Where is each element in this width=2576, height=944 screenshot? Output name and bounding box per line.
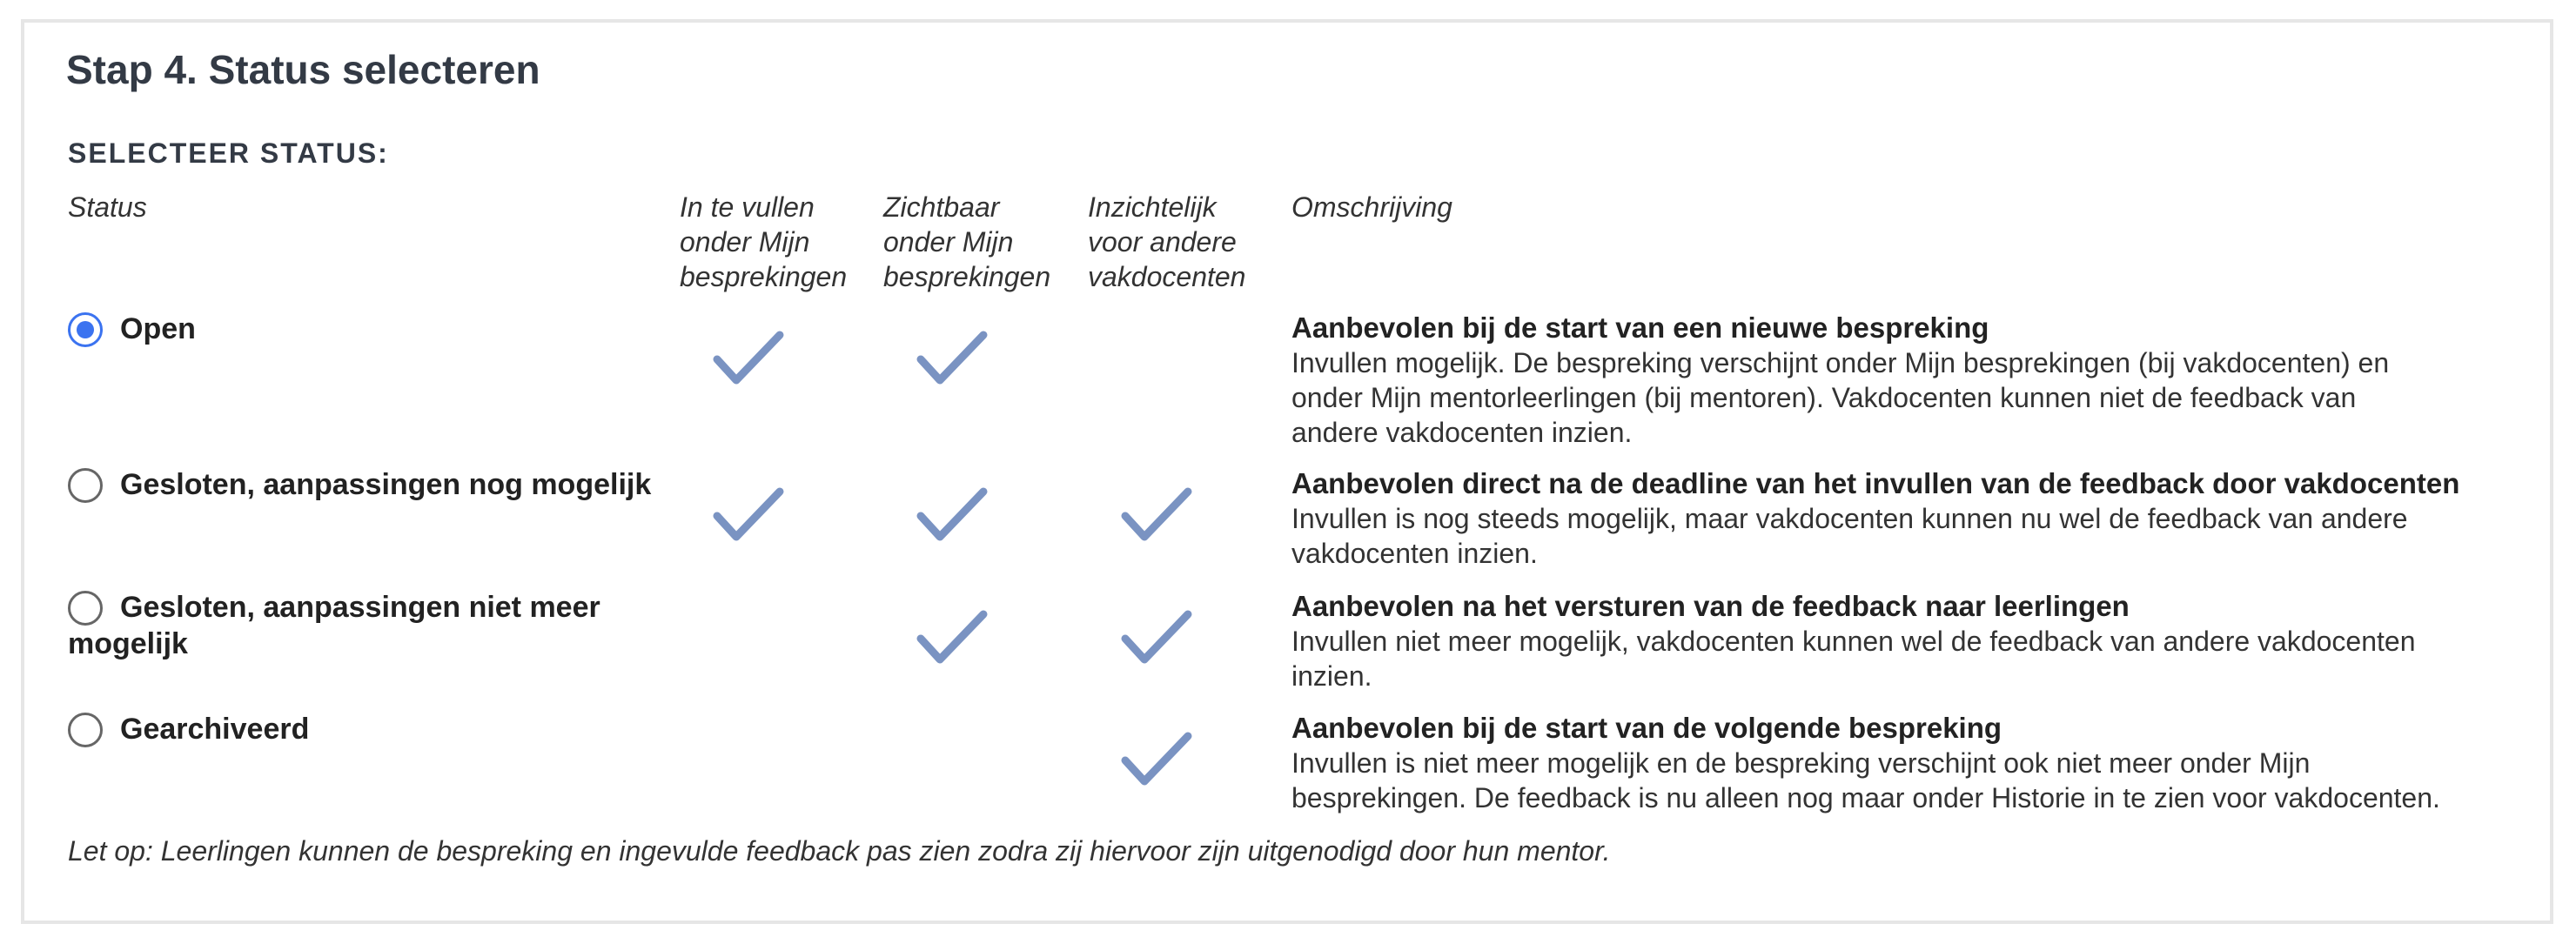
column-header-omschrijving: Omschrijving [1291, 191, 1452, 223]
column-header-in-te-vullen: In te vullen onder Mijn besprekingen [680, 191, 848, 292]
status-label-open[interactable]: Open [120, 312, 196, 345]
status-description-open [1291, 311, 2527, 450]
description-line: Invullen mogelijk. De bespreking verschijnt onder Mijn besprekingen (bij vakdocenten) en [1291, 347, 2390, 378]
status-label-gearchiveerd[interactable]: Gearchiveerd [120, 713, 310, 746]
checkmark-icon [916, 328, 989, 389]
description-title: Aanbevolen bij de start van een nieuwe bespreking [1291, 311, 1989, 344]
checkmark-icon [916, 485, 989, 546]
description-line: Invullen is nog steeds mogelijk, maar vakdocenten kunnen nu wel de feedback van andere [1291, 503, 2408, 534]
description-line: andere vakdocenten inzien. [1291, 417, 1633, 448]
note-text: Let op: Leerlingen kunnen de bespreking en ingevulde feedback pas zien zodra zij hiervoor zijn uitgenodigd door hun mentor. [68, 835, 1611, 867]
checkmark-icon [712, 485, 785, 546]
section-label: SELECTEER STATUS: [68, 137, 389, 169]
status-label-gesloten-nog-mogelijk[interactable]: Gesloten, aanpassingen nog mogelijk [120, 468, 652, 501]
description-line: Invullen is niet meer mogelijk en de bespreking verschijnt ook niet meer onder Mijn [1291, 747, 2311, 779]
page-title: Stap 4. Status selecteren [66, 47, 540, 92]
description-line: besprekingen. De feedback is nu alleen nog maar onder Historie in te zien voor vakdocenten. [1291, 782, 2440, 813]
description-title: Aanbevolen bij de start van de volgende bespreking [1291, 712, 2002, 744]
description-line: vakdocenten inzien. [1291, 538, 1538, 569]
description-line: onder Mijn mentorleerlingen (bij mentoren). Vakdocenten kunnen niet de feedback van [1291, 382, 2357, 413]
column-header-status: Status [68, 191, 147, 223]
description-line: inzien. [1291, 660, 1372, 692]
status-label-gesloten-niet-meer-mogelijk[interactable]: Gesloten, aanpassingen niet meer mogelijk [68, 591, 600, 660]
checkmark-icon [916, 607, 989, 668]
column-header-inzichtelijk: Inzichtelijk voor andere vakdocenten [1088, 191, 1246, 292]
description-title: Aanbevolen na het versturen van de feedback naar leerlingen [1291, 590, 2130, 622]
description-title: Aanbevolen direct na de deadline van het invullen van de feedback door vakdocenten [1291, 467, 2460, 499]
description-line: Invullen niet meer mogelijk, vakdocenten kunnen wel de feedback van andere vakdocenten [1291, 626, 2416, 657]
status-description-gesloten-niet-meer-mogelijk [1291, 589, 2527, 693]
column-header-zichtbaar: Zichtbaar onder Mijn besprekingen [883, 191, 1051, 292]
status-description-gearchiveerd [1291, 711, 2527, 815]
checkmark-icon [1120, 729, 1193, 790]
checkmark-icon [712, 328, 785, 389]
checkmark-icon [1120, 485, 1193, 546]
checkmark-icon [1120, 607, 1193, 668]
status-description-gesloten-nog-mogelijk [1291, 466, 2527, 571]
